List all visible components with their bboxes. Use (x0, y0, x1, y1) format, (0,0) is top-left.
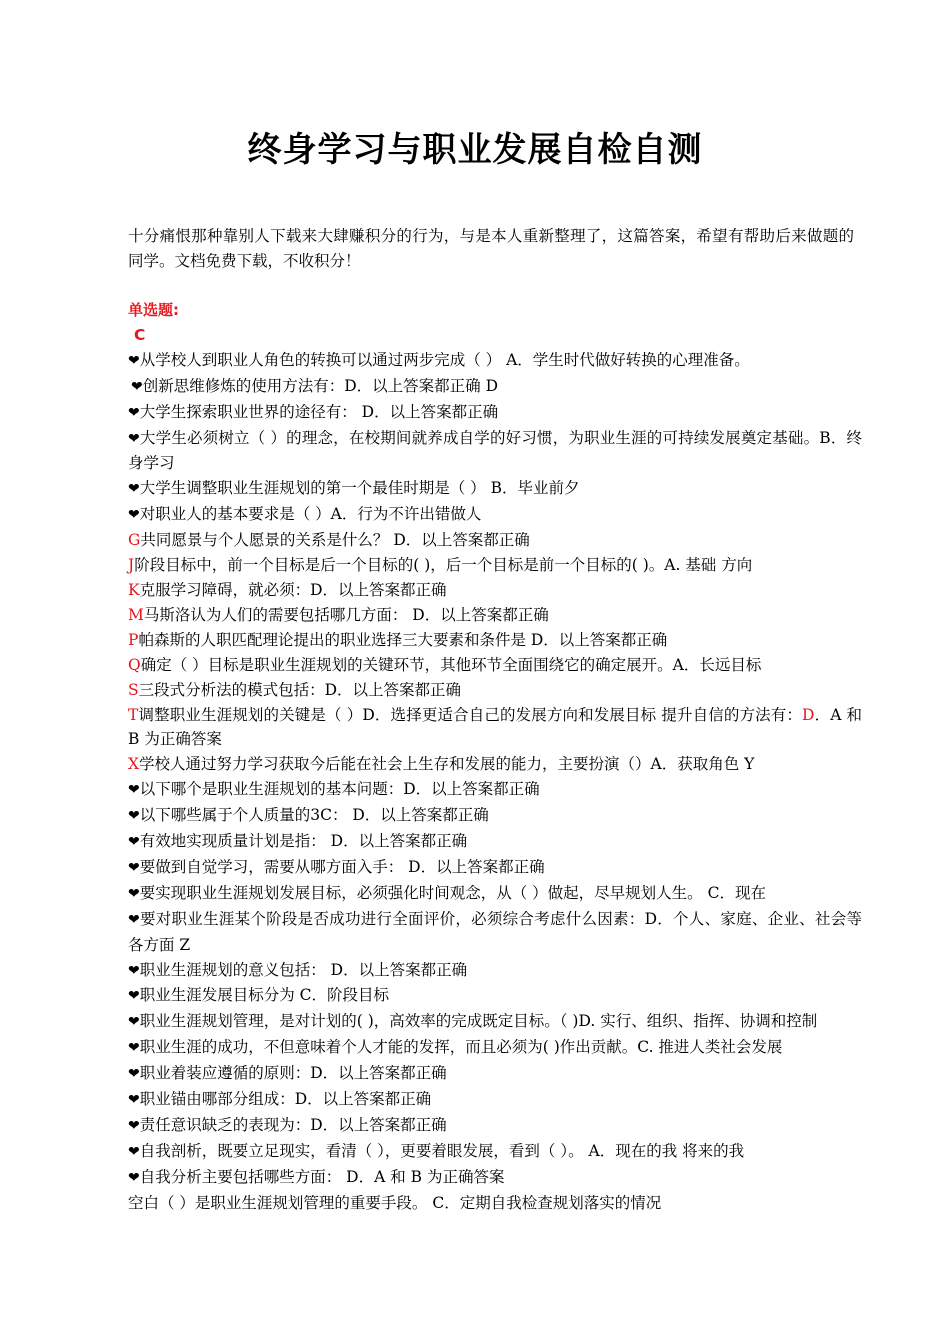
heart-icon: ❤ (128, 404, 140, 421)
list-item: G共同愿景与个人愿景的关系是什么？ D．以上答案都正确 (128, 531, 530, 550)
heart-icon: ❤ (128, 885, 140, 902)
index-letter: Q (128, 655, 141, 674)
heart-icon: ❤ (128, 1143, 140, 1160)
list-item: ❤对职业人的基本要求是（ ）A．行为不许出错做人 (128, 505, 482, 524)
heart-icon: ❤ (128, 481, 140, 498)
list-item: ❤职业着装应遵循的原则：D．以上答案都正确 (128, 1064, 447, 1083)
heart-icon: ❤ (128, 430, 140, 447)
index-letter: G (128, 531, 141, 550)
index-letter: J (128, 556, 135, 575)
heart-icon: ❤ (128, 988, 140, 1005)
heart-icon: ❤ (128, 1169, 140, 1186)
section-heading: 单选题: (128, 301, 179, 319)
heart-icon: ❤ (128, 352, 140, 369)
index-letter: M (128, 605, 144, 624)
list-item: ❤大学生必须树立（ ）的理念，在校期间就养成自学的好习惯，为职业生涯的可持续发展奠定基础。B．终身学习 (128, 428, 863, 473)
index-letter: X (128, 755, 140, 774)
heart-icon: ❤ (128, 911, 140, 928)
heart-icon: ❤ (131, 378, 143, 395)
list-item: ❤以下哪个是职业生涯规划的基本问题：D．以上答案都正确 (128, 780, 540, 799)
index-letter: K (128, 580, 140, 599)
list-item: ❤自我分析主要包括哪些方面： D．A 和 B 为正确答案 (128, 1167, 505, 1186)
heart-icon: ❤ (128, 962, 140, 979)
list-item: T调整职业生涯规划的关键是（ ）D．选择更适合自己的发展方向和发展目标 提升自信的方法有：D．A 和 B 为正确答案 (128, 705, 862, 749)
heart-icon: ❤ (128, 1014, 140, 1031)
heart-icon: ❤ (128, 834, 140, 851)
heart-icon: ❤ (128, 782, 140, 799)
list-item: ❤从学校人到职业人角色的转换可以通过两步完成（ ） A．学生时代做好转换的心理准备。 (128, 350, 750, 369)
list-item: X学校人通过努力学习获取今后能在社会上生存和发展的能力，主要扮演（）A．获取角色 Y (128, 755, 755, 774)
list-item: 空白（ ）是职业生涯规划管理的重要手段。 C．定期自我检查规划落实的情况 (128, 1193, 662, 1212)
list-item: S三段式分析法的模式包括：D．以上答案都正确 (128, 680, 462, 699)
index-letter: S (128, 680, 139, 699)
intro-paragraph: 十分痛恨那种靠别人下载来大肆赚积分的行为，与是本人重新整理了，这篇答案，希望有帮助后来做题的同学。文档免费下载，不收积分！ (128, 227, 854, 270)
document-title: 终身学习与职业发展自检自测 (247, 130, 703, 170)
list-item: ❤职业生涯的成功，不但意味着个人才能的发挥，而且必须为( )作出贡献。C. 推进人类社会发展 (128, 1038, 783, 1057)
list-item: ❤要做到自觉学习，需要从哪方面入手： D．以上答案都正确 (128, 857, 545, 876)
section-letter: C (134, 325, 146, 344)
list-item: ❤职业生涯规划的意义包括： D．以上答案都正确 (128, 960, 468, 979)
heart-icon: ❤ (128, 507, 140, 524)
question-list (128, 298, 862, 1216)
list-item: ❤大学生调整职业生涯规划的第一个最佳时期是（ ） B．毕业前夕 (128, 479, 580, 498)
list-item: M马斯洛认为人们的需要包括哪几方面： D．以上答案都正确 (128, 605, 549, 624)
list-item: ❤职业生涯规划管理，是对计划的( )，高效率的完成既定目标。（ )D. 实行、组织、指挥、协调和控制 (128, 1012, 818, 1031)
heart-icon: ❤ (128, 1066, 140, 1083)
heart-icon: ❤ (128, 808, 140, 825)
list-item: ❤创新思维修炼的使用方法有：D．以上答案都正确 D (131, 376, 499, 395)
heart-icon: ❤ (128, 859, 140, 876)
list-item: ❤要对职业生涯某个阶段是否成功进行全面评价，必须综合考虑什么因素：D．个人、家庭、企业、社会等各方面 Z (128, 909, 862, 954)
list-item: ❤大学生探索职业世界的途径有： D．以上答案都正确 (128, 402, 499, 421)
list-item: ❤以下哪些属于个人质量的3C： D．以上答案都正确 (128, 806, 489, 825)
list-item: P帕森斯的人职匹配理论提出的职业选择三大要素和条件是 D．以上答案都正确 (128, 630, 668, 649)
heart-icon: ❤ (128, 1092, 140, 1109)
list-item: ❤责任意识缺乏的表现为：D．以上答案都正确 (128, 1116, 447, 1134)
answer-letter: D (802, 705, 815, 724)
list-item: ❤职业生涯发展目标分为 C．阶段目标 (128, 986, 390, 1005)
list-item: ❤要实现职业生涯规划发展目标，必须强化时间观念，从（ ）做起，尽早规划人生。 C．现在 (128, 883, 766, 902)
list-item: K克服学习障碍，就必须：D．以上答案都正确 (128, 580, 447, 599)
list-item: ❤有效地实现质量计划是指： D．以上答案都正确 (128, 832, 468, 851)
list-item: ❤自我剖析，既要立足现实，看清（ ），更要着眼发展，看到（ ）。 A．现在的我 将来的我 (128, 1141, 745, 1160)
list-item: J阶段目标中，前一个目标是后一个目标的( )，后一个目标是前一个目标的( )。A. 基础 方向 (128, 556, 753, 575)
list-item: ❤职业锚由哪部分组成：D．以上答案都正确 (128, 1090, 432, 1109)
heart-icon: ❤ (128, 1118, 140, 1134)
list-item: Q确定（ ）目标是职业生涯规划的关键环节，其他环节全面围绕它的确定展开。A．长远目标 (128, 655, 762, 674)
heart-icon: ❤ (128, 1040, 140, 1057)
index-letter: T (128, 705, 139, 724)
index-letter: P (128, 630, 139, 649)
